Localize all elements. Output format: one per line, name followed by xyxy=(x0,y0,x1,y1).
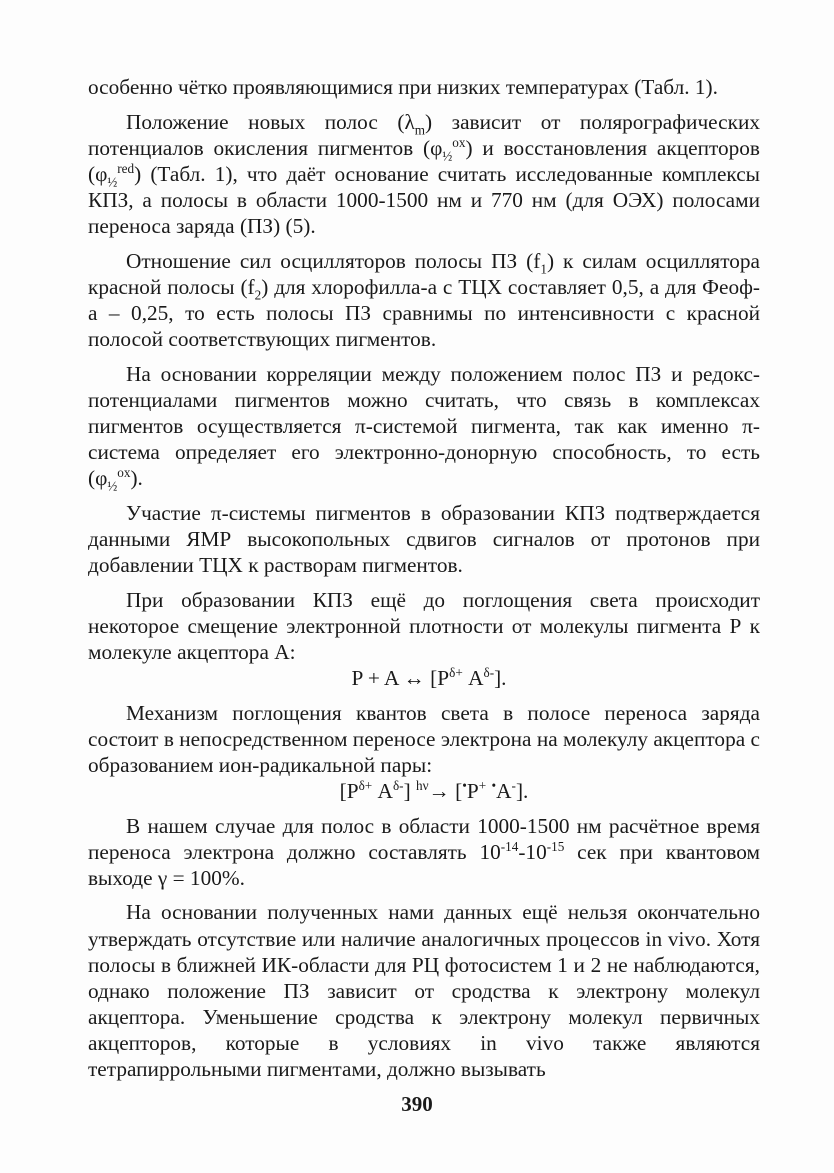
paragraph-7 xyxy=(88,700,760,778)
p2-sup-c: red xyxy=(117,160,135,176)
p8-text-c: сек при квантовом выходе γ = 100%. xyxy=(88,839,760,890)
formula2-g: A xyxy=(496,778,512,803)
formula1-end: ]. xyxy=(494,665,507,690)
p2-text-a: Положение новых полос (λ xyxy=(126,109,415,134)
p2-sub-c: ½ xyxy=(107,174,118,190)
formula-charge-shift xyxy=(88,665,760,691)
p4-sub-a: ½ xyxy=(107,478,118,494)
p4-text-a: На основании корреляции между положением полос ПЗ и редокс-потенциалами пигментов можно считать, что связь в комплексах пигментов осуществляется π-системой пигмента, так как именно π-система определяет его электронно-донорную способность, то есть (φ xyxy=(88,361,760,491)
p8-text-b: -10 xyxy=(518,839,547,864)
paragraph-4 xyxy=(88,361,760,494)
formula1-sup2: δ- xyxy=(483,664,495,680)
page-number: 390 xyxy=(401,1092,433,1116)
p2-sub-a: m xyxy=(414,121,426,137)
paragraph-1-text: особенно чётко проявляющимися при низких температурах (Табл. 1). xyxy=(88,75,718,99)
formula2-sup5: + xyxy=(478,777,487,793)
paragraph-9 xyxy=(88,899,760,1082)
paragraph-8 xyxy=(88,813,760,891)
formula2-sup7: - xyxy=(511,777,516,793)
p2-text-b: ) зависит от полярографических потенциалов окисления пигментов (φ xyxy=(88,109,760,160)
p2-sub-b: ½ xyxy=(442,148,453,164)
formula1-mid: A xyxy=(462,665,484,690)
paragraph-6-text: При образовании КПЗ ещё до поглощения света происходит некоторое смещение электронной плотности от молекулы пигмента Р к молекуле акцептора А: xyxy=(88,587,760,664)
formula2-a: [P xyxy=(339,778,359,803)
p2-text-d: ) (Табл. 1), что даёт основание считать исследованные комплексы КПЗ, а полосы в области 1000-1500 нм и 770 нм (для ОЭХ) полосами переноса заряда (ПЗ) (5). xyxy=(88,161,760,239)
formula2-sup3: hν xyxy=(415,777,429,793)
body-text xyxy=(88,74,760,1091)
paragraph-1 xyxy=(88,74,760,100)
p8-sup-a: -14 xyxy=(500,838,519,854)
p8-text-a: В нашем случае для полос в области 1000-1500 нм расчётное время переноса электрона должно составлять 10 xyxy=(88,813,760,864)
formula2-sup2: δ- xyxy=(392,777,404,793)
p2-text-c: ) и восстановления акцепторов (φ xyxy=(88,135,760,186)
p3-text-c: ) для хлорофилла-а с ТЦХ составляет 0,5, а для Феоф-а – 0,25, то есть полосы ПЗ сравнимы по интенсивности с красной полосой соответствующих пигментов. xyxy=(88,274,760,352)
formula2-d: → [ xyxy=(428,778,463,803)
p4-text-b: ). xyxy=(130,466,143,491)
p3-sub-b: 2 xyxy=(254,287,262,303)
formula2-h: ]. xyxy=(515,778,529,803)
paragraph-3 xyxy=(88,248,760,352)
p3-text-a: Отношение сил осцилляторов полосы ПЗ (f xyxy=(126,248,541,273)
formula1-lhs: P + A ↔ [P xyxy=(351,665,450,690)
p3-sub-a: 1 xyxy=(540,261,547,276)
formula1-sup1: δ+ xyxy=(449,664,463,680)
paragraph-7-text: Механизм поглощения квантов света в полосе переноса заряда состоит в непосредственном переносе электрона на молекулу акцептора с образованием ион-радикальной пары: xyxy=(88,700,760,777)
paragraph-2 xyxy=(88,109,760,239)
formula2-sup4: • xyxy=(462,777,467,793)
formula2-b: A xyxy=(372,778,393,803)
p2-sup-b: ox xyxy=(452,134,466,150)
formula2-sup6: • xyxy=(491,777,497,793)
formula2-sup1: δ+ xyxy=(358,777,373,793)
paragraph-5 xyxy=(88,500,760,578)
p8-sup-b: -15 xyxy=(546,838,565,854)
p4-sup-a: ox xyxy=(117,465,131,480)
paragraph-6 xyxy=(88,587,760,665)
formula-ion-radical-pair xyxy=(88,778,760,804)
paragraph-9-text: На основании полученных нами данных ещё нельзя окончательно утверждать отсутствие или наличие аналогичных процессов in vivo. Хотя полосы в ближней ИК-области для РЦ фотосистем 1 и 2 не наблюдаются, однако положение ПЗ зависит от сродства к электрону молекул акцептора. Уменьшение сродства к электрону молекул первичных акцепторов, которые в условиях in vivo также являются тетрапиррольными пигментами, должно вызывать xyxy=(88,900,760,1082)
formula2-c: ] xyxy=(403,778,416,803)
p3-text-b: ) к силам осциллятора красной полосы (f xyxy=(88,248,761,299)
paragraph-5-text: Участие π-системы пигментов в образовании КПЗ подтверждается данными ЯМР высокопольных сдвигов сигналов от протонов при добавлении ТЦХ к растворам пигментов. xyxy=(88,500,760,577)
formula2-e: P xyxy=(466,778,479,803)
